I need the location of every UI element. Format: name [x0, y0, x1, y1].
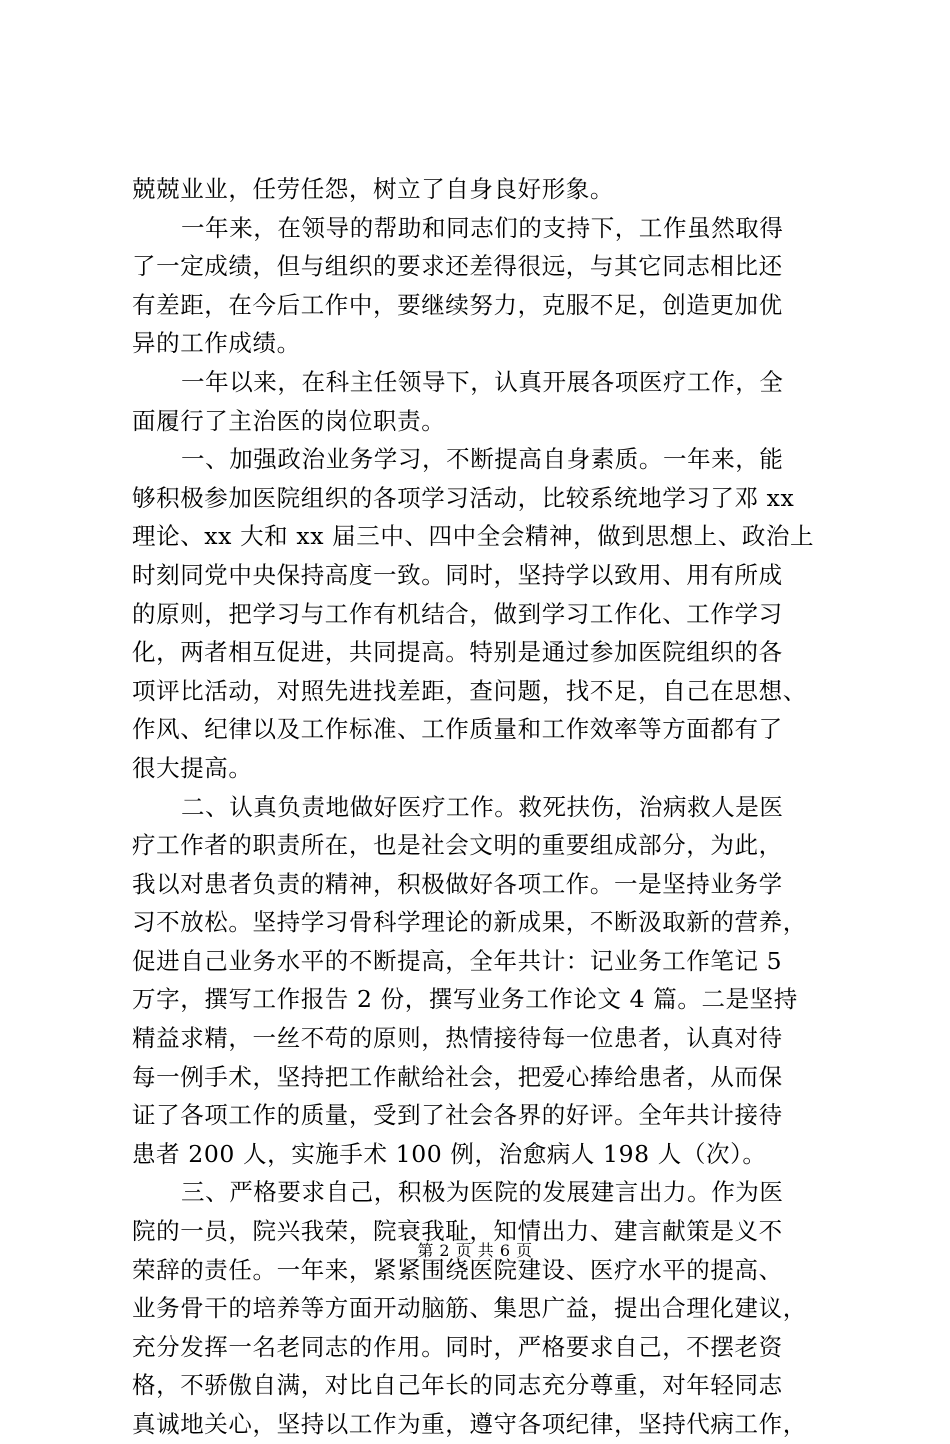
text-line: 二、认真负责地做好医疗工作。救死扶伤，治病救人是医 — [181, 792, 784, 821]
text-line: 充分发挥一名老同志的作用。同时，严格要求自己，不摆老资 — [132, 1332, 783, 1361]
text-line: 作风、纪律以及工作标准、工作质量和工作效率等方面都有了 — [132, 715, 783, 744]
text-line: 异的工作成绩。 — [132, 329, 301, 358]
text-line: 很大提高。 — [132, 753, 253, 782]
text-line: 促进自己业务水平的不断提高，全年共计：记业务工作笔记 5 — [132, 946, 783, 975]
text-line: 项评比活动，对照先进找差距，查问题，找不足，自己在思想、 — [132, 676, 807, 705]
text-line: 一年以来，在科主任领导下，认真开展各项医疗工作，全 — [181, 367, 784, 396]
text-line: 习不放松。坚持学习骨科学理论的新成果，不断汲取新的营养， — [132, 908, 807, 937]
text-line: 荣辞的责任。一年来，紧紧围绕医院建设、医疗水平的提高、 — [132, 1255, 783, 1284]
text-line: 我以对患者负责的精神，积极做好各项工作。一是坚持业务学 — [132, 869, 783, 898]
text-line: 时刻同党中央保持高度一致。同时，坚持学以致用、用有所成 — [132, 560, 783, 589]
text-line: 的原则，把学习与工作有机结合，做到学习工作化、工作学习 — [132, 599, 783, 628]
text-line: 每一例手术，坚持把工作献给社会，把爱心捧给患者，从而保 — [132, 1062, 783, 1091]
text-line: 化，两者相互促进，共同提高。特别是通过参加医院组织的各 — [132, 638, 783, 667]
text-line: 业务骨干的培养等方面开动脑筋、集思广益，提出合理化建议， — [132, 1294, 807, 1323]
text-line: 真诚地关心，坚持以工作为重，遵守各项纪律，坚持代病工作， — [132, 1410, 807, 1438]
text-line: 院的一员，院兴我荣，院衰我耻，知情出力、建言献策是义不 — [132, 1217, 783, 1246]
text-line: 一、加强政治业务学习，不断提高自身素质。一年来，能 — [181, 445, 784, 474]
text-line: 有差距，在今后工作中，要继续努力，克服不足，创造更加优 — [132, 290, 783, 319]
text-line: 一年来，在领导的帮助和同志们的支持下，工作虽然取得 — [181, 213, 784, 242]
text-line: 精益求精，一丝不苟的原则，热情接待每一位患者，认真对待 — [132, 1024, 783, 1053]
text-line: 万字，撰写工作报告 2 份，撰写业务工作论文 4 篇。二是坚持 — [132, 985, 798, 1014]
text-line: 了一定成绩，但与组织的要求还差得很远，与其它同志相比还 — [132, 252, 783, 281]
text-line: 格，不骄傲自满，对比自己年长的同志充分尊重，对年轻同志 — [132, 1371, 783, 1400]
text-line: 三、严格要求自己，积极为医院的发展建言出力。作为医 — [181, 1178, 784, 1207]
text-line: 理论、xx 大和 xx 届三中、四中全会精神，做到思想上、政治上 — [132, 522, 815, 551]
text-line: 疗工作者的职责所在，也是社会文明的重要组成部分，为此， — [132, 831, 783, 860]
text-line: 证了各项工作的质量，受到了社会各界的好评。全年共计接待 — [132, 1101, 783, 1130]
text-line: 够积极参加医院组织的各项学习活动，比较系统地学习了邓 xx — [132, 483, 795, 512]
text-line: 面履行了主治医的岗位职责。 — [132, 406, 446, 435]
text-line: 患者 200 人，实施手术 100 例，治愈病人 198 人（次）。 — [132, 1139, 767, 1168]
page-footer: 第 2 页 共 6 页 — [417, 1241, 533, 1260]
text-line: 兢兢业业，任劳任怨，树立了自身良好形象。 — [132, 175, 614, 203]
